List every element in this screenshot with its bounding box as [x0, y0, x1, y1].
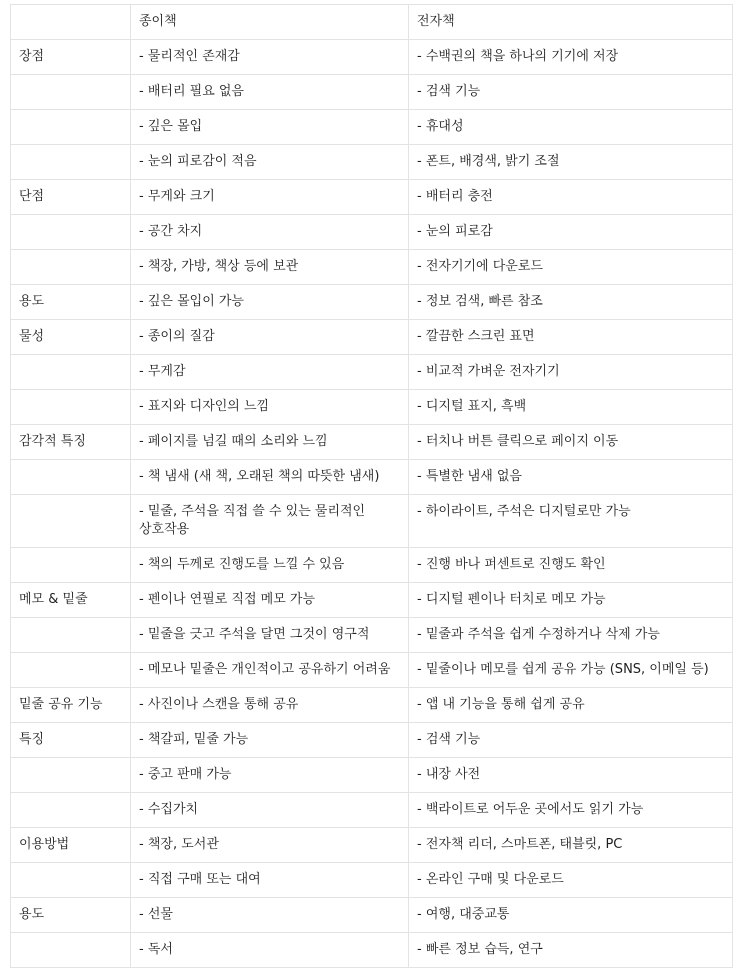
category-cell: [11, 110, 131, 145]
paper-book-cell: - 사진이나 스캔을 통해 공유: [131, 688, 409, 723]
category-cell: 감각적 특징: [11, 425, 131, 460]
paper-book-cell: - 책장, 가방, 책상 등에 보관: [131, 250, 409, 285]
e-book-cell: - 검색 기능: [409, 75, 733, 110]
table-row: [11, 250, 733, 285]
table-row: [11, 863, 733, 898]
table-row: [11, 618, 733, 653]
table-row: [11, 583, 733, 618]
header-category: [11, 5, 131, 40]
table-row: [11, 285, 733, 320]
e-book-cell: - 백라이트로 어두운 곳에서도 읽기 가능: [409, 793, 733, 828]
category-cell: [11, 548, 131, 583]
category-cell: [11, 863, 131, 898]
e-book-cell: - 깔끔한 스크린 표면: [409, 320, 733, 355]
category-cell: 특징: [11, 723, 131, 758]
e-book-cell: - 빠른 정보 습득, 연구: [409, 933, 733, 968]
category-cell: 단점: [11, 180, 131, 215]
paper-book-cell: - 눈의 피로감이 적음: [131, 145, 409, 180]
header-paper-book: 종이책: [131, 5, 409, 40]
table-body: [11, 40, 733, 968]
header-row: [11, 5, 733, 40]
category-cell: [11, 145, 131, 180]
e-book-cell: - 정보 검색, 빠른 참조: [409, 285, 733, 320]
table-row: [11, 320, 733, 355]
category-cell: [11, 793, 131, 828]
e-book-cell: - 배터리 충전: [409, 180, 733, 215]
table-row: [11, 425, 733, 460]
table-row: [11, 688, 733, 723]
e-book-cell: - 밑줄과 주석을 쉽게 수정하거나 삭제 가능: [409, 618, 733, 653]
category-cell: 메모 & 밑줄: [11, 583, 131, 618]
category-cell: 이용방법: [11, 828, 131, 863]
paper-book-cell: - 책의 두께로 진행도를 느낄 수 있음: [131, 548, 409, 583]
paper-book-cell: - 밑줄을 긋고 주석을 달면 그것이 영구적: [131, 618, 409, 653]
paper-book-cell: - 배터리 필요 없음: [131, 75, 409, 110]
table-row: [11, 828, 733, 863]
e-book-cell: - 폰트, 배경색, 밝기 조절: [409, 145, 733, 180]
table-row: [11, 40, 733, 75]
table-row: [11, 548, 733, 583]
category-cell: [11, 355, 131, 390]
category-cell: 밑줄 공유 기능: [11, 688, 131, 723]
paper-book-cell: - 페이지를 넘길 때의 소리와 느낌: [131, 425, 409, 460]
e-book-cell: - 디지털 펜이나 터치로 메모 가능: [409, 583, 733, 618]
category-cell: 장점: [11, 40, 131, 75]
paper-book-cell: - 독서: [131, 933, 409, 968]
table-row: [11, 355, 733, 390]
table-row: [11, 180, 733, 215]
table-row: [11, 215, 733, 250]
table-row: [11, 758, 733, 793]
e-book-cell: - 밑줄이나 메모를 쉽게 공유 가능 (SNS, 이메일 등): [409, 653, 733, 688]
category-cell: [11, 618, 131, 653]
table-row: [11, 898, 733, 933]
paper-book-cell: - 책 냄새 (새 책, 오래된 책의 따뜻한 냄새): [131, 460, 409, 495]
header-e-book: 전자책: [409, 5, 733, 40]
e-book-cell: - 특별한 냄새 없음: [409, 460, 733, 495]
table-row: [11, 793, 733, 828]
e-book-cell: - 하이라이트, 주석은 디지털로만 가능: [409, 495, 733, 548]
table-row: [11, 110, 733, 145]
paper-book-cell: - 수집가치: [131, 793, 409, 828]
category-cell: 용도: [11, 285, 131, 320]
paper-book-cell: - 책장, 도서관: [131, 828, 409, 863]
table-row: [11, 75, 733, 110]
comparison-table: [10, 4, 733, 968]
category-cell: [11, 933, 131, 968]
paper-book-cell: - 공간 차지: [131, 215, 409, 250]
paper-book-cell: - 깊은 몰입이 가능: [131, 285, 409, 320]
e-book-cell: - 디지털 표지, 흑백: [409, 390, 733, 425]
paper-book-cell: - 물리적인 존재감: [131, 40, 409, 75]
paper-book-cell: - 선물: [131, 898, 409, 933]
category-cell: 물성: [11, 320, 131, 355]
e-book-cell: - 비교적 가벼운 전자기기: [409, 355, 733, 390]
paper-book-cell: - 직접 구매 또는 대여: [131, 863, 409, 898]
e-book-cell: - 수백권의 책을 하나의 기기에 저장: [409, 40, 733, 75]
category-cell: [11, 250, 131, 285]
e-book-cell: - 진행 바나 퍼센트로 진행도 확인: [409, 548, 733, 583]
e-book-cell: - 휴대성: [409, 110, 733, 145]
paper-book-cell: - 무게감: [131, 355, 409, 390]
table-row: [11, 145, 733, 180]
table-row: [11, 653, 733, 688]
category-cell: [11, 215, 131, 250]
paper-book-cell: - 중고 판매 가능: [131, 758, 409, 793]
category-cell: 용도: [11, 898, 131, 933]
table-row: [11, 933, 733, 968]
category-cell: [11, 390, 131, 425]
category-cell: [11, 460, 131, 495]
e-book-cell: - 내장 사전: [409, 758, 733, 793]
e-book-cell: - 온라인 구매 및 다운로드: [409, 863, 733, 898]
table-row: [11, 460, 733, 495]
category-cell: [11, 495, 131, 548]
e-book-cell: - 전자책 리더, 스마트폰, 태블릿, PC: [409, 828, 733, 863]
table-row: [11, 723, 733, 758]
paper-book-cell: - 종이의 질감: [131, 320, 409, 355]
category-cell: [11, 75, 131, 110]
paper-book-cell: - 표지와 디자인의 느낌: [131, 390, 409, 425]
e-book-cell: - 터치나 버튼 클릭으로 페이지 이동: [409, 425, 733, 460]
e-book-cell: - 눈의 피로감: [409, 215, 733, 250]
paper-book-cell: - 무게와 크기: [131, 180, 409, 215]
e-book-cell: - 앱 내 기능을 통해 쉽게 공유: [409, 688, 733, 723]
paper-book-cell: - 펜이나 연필로 직접 메모 가능: [131, 583, 409, 618]
table-row: [11, 495, 733, 548]
e-book-cell: - 전자기기에 다운로드: [409, 250, 733, 285]
paper-book-cell: - 밑줄, 주석을 직접 쓸 수 있는 물리적인 상호작용: [131, 495, 409, 548]
table-row: [11, 390, 733, 425]
paper-book-cell: - 메모나 밑줄은 개인적이고 공유하기 어려움: [131, 653, 409, 688]
category-cell: [11, 653, 131, 688]
paper-book-cell: - 책갈피, 밑줄 가능: [131, 723, 409, 758]
category-cell: [11, 758, 131, 793]
paper-book-cell: - 깊은 몰입: [131, 110, 409, 145]
table-header: [11, 5, 733, 40]
e-book-cell: - 여행, 대중교통: [409, 898, 733, 933]
e-book-cell: - 검색 기능: [409, 723, 733, 758]
